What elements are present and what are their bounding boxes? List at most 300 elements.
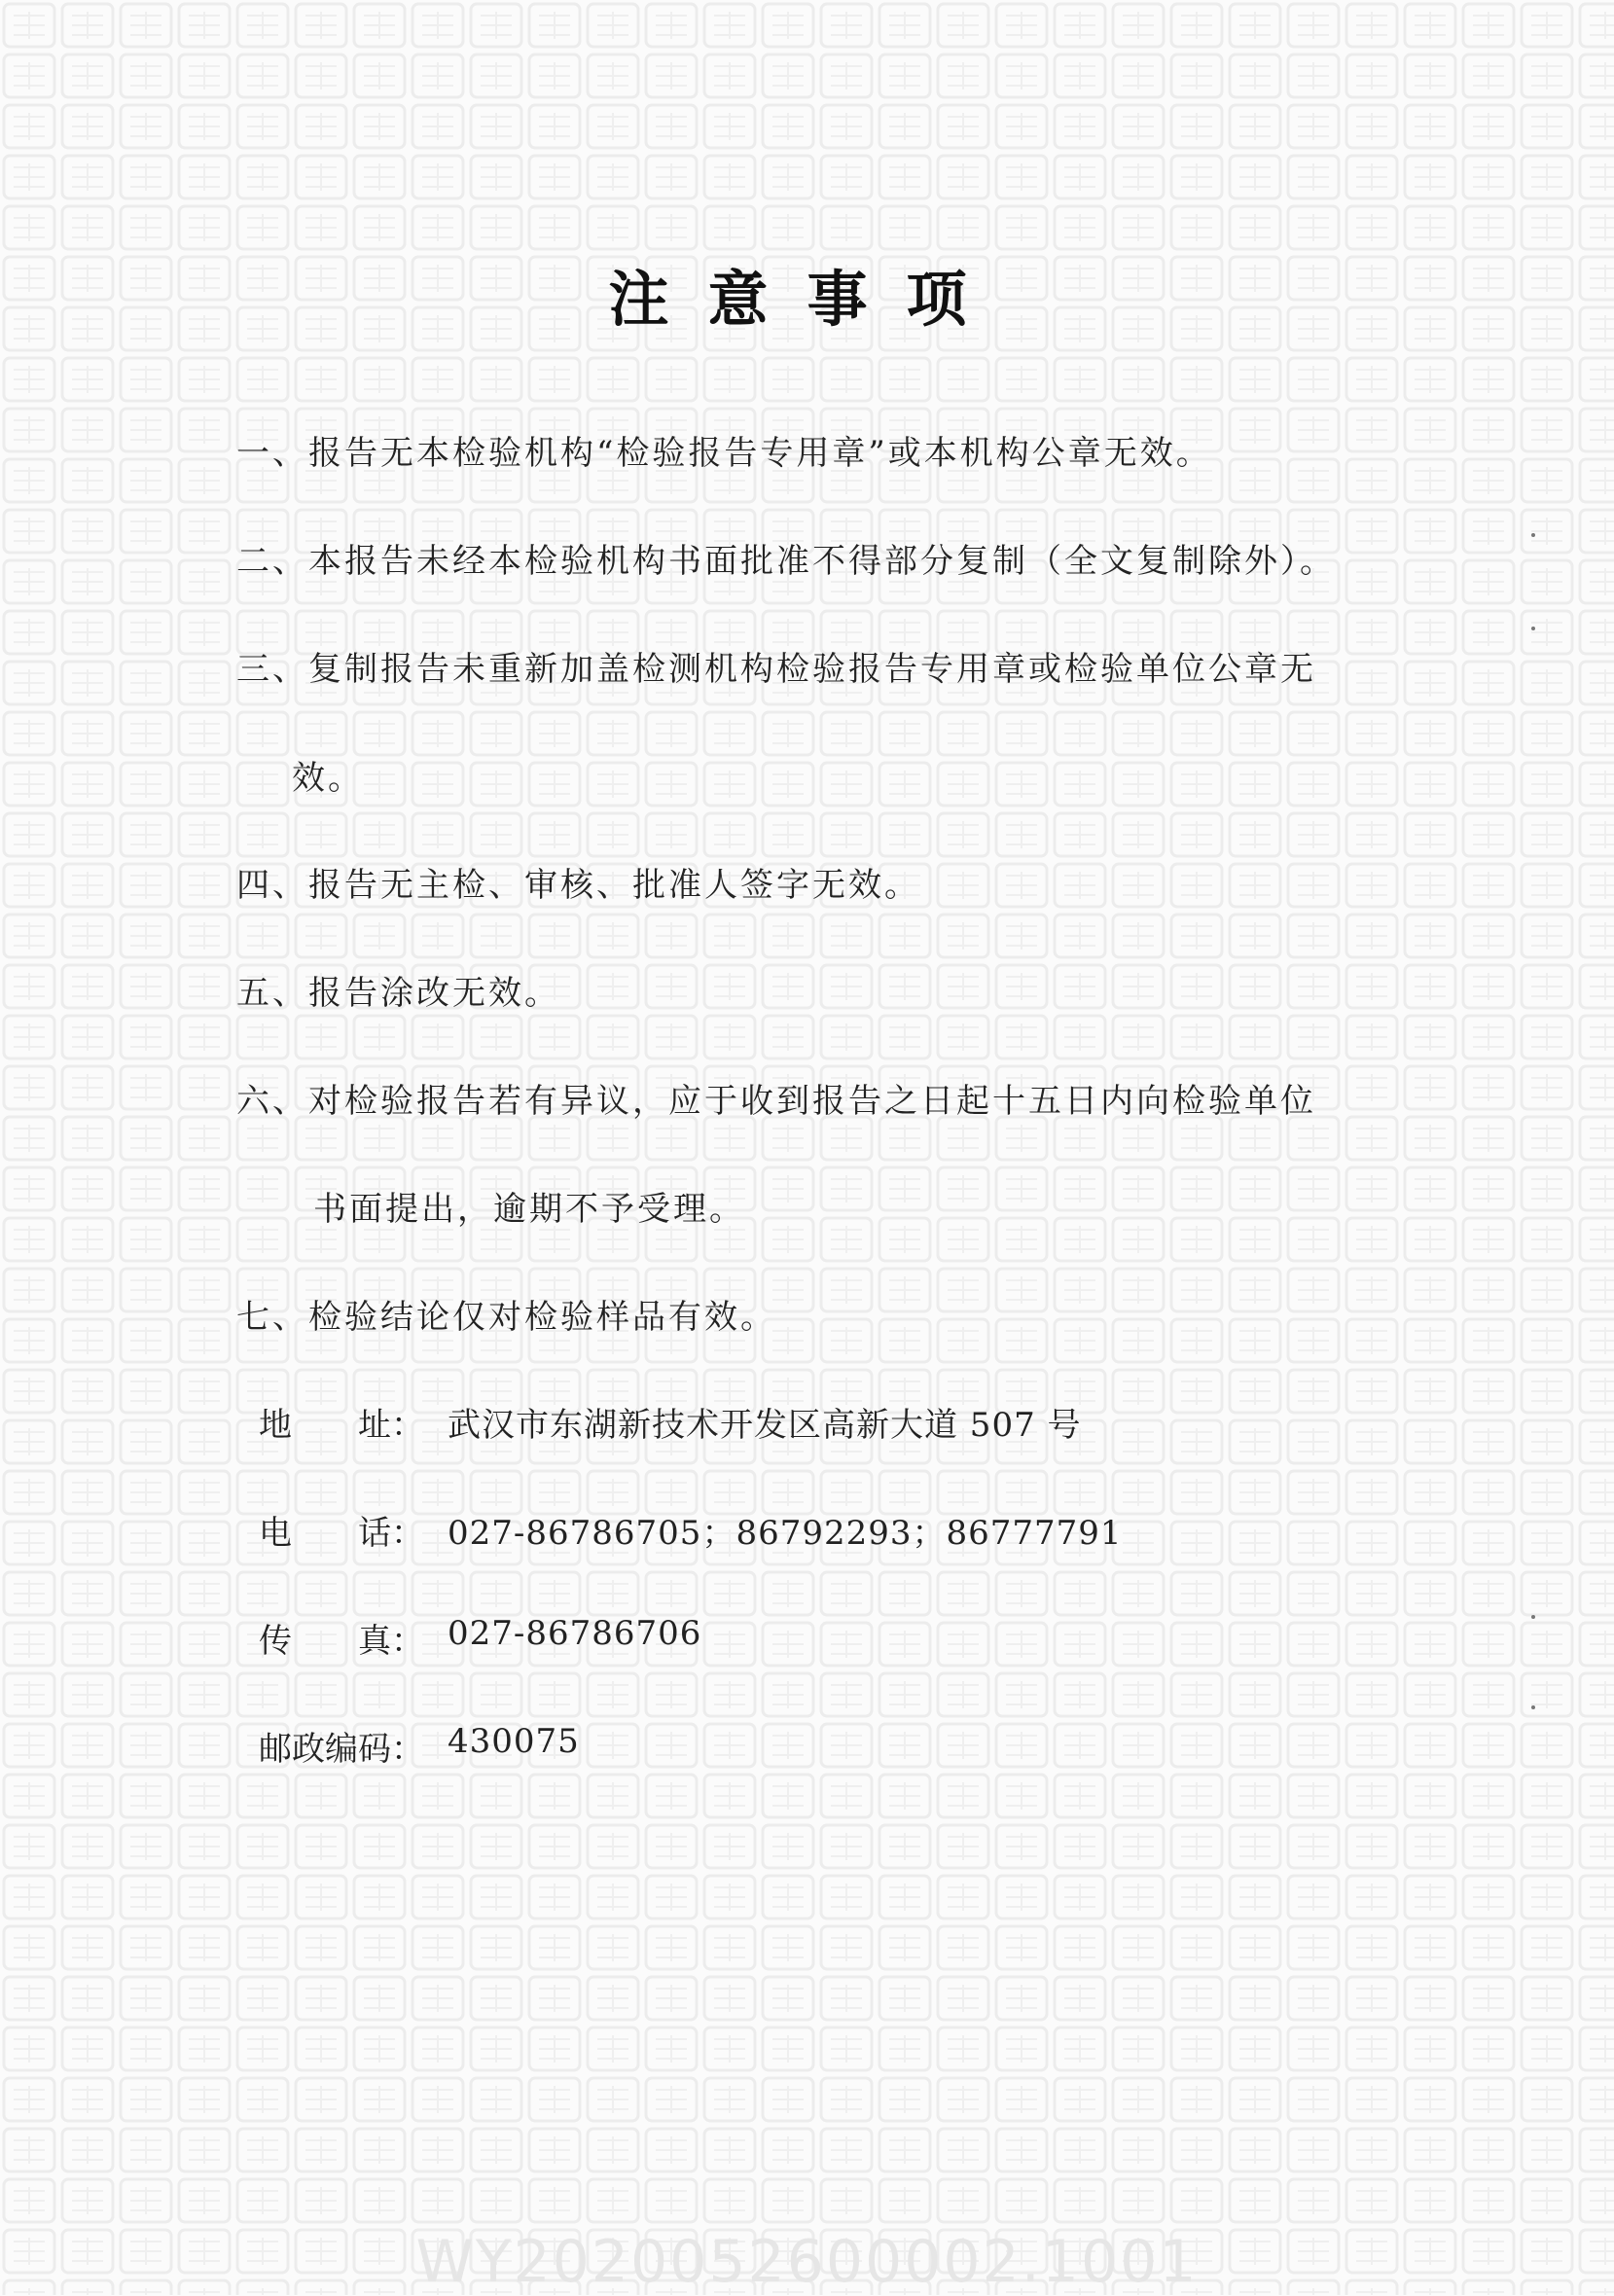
watermark-glyph	[1064, 2035, 1095, 2063]
watermark-cell	[938, 813, 988, 856]
watermark-glyph	[481, 1479, 512, 1506]
watermark-glyph	[1123, 12, 1154, 39]
watermark-cell	[1463, 1926, 1514, 1969]
watermark-cell	[1346, 1673, 1397, 1716]
watermark-cell	[821, 1167, 872, 1210]
watermark-glyph	[14, 1732, 45, 1759]
watermark-glyph	[1298, 771, 1329, 798]
watermark-glyph	[189, 1074, 220, 1101]
watermark-cell	[704, 1572, 755, 1615]
watermark-cell	[1230, 1724, 1280, 1767]
watermark-cell	[1580, 459, 1614, 502]
watermark-cell	[1055, 1876, 1105, 1919]
watermark-glyph	[772, 922, 804, 950]
watermark-glyph	[1415, 12, 1446, 39]
watermark-cell	[588, 156, 638, 198]
watermark-cell	[179, 763, 230, 806]
watermark-cell	[996, 813, 1047, 856]
watermark-glyph	[130, 1479, 161, 1506]
watermark-cell	[1230, 54, 1280, 97]
watermark-glyph	[1415, 2035, 1446, 2063]
watermark-cell	[1463, 156, 1514, 198]
watermark-cell	[996, 1926, 1047, 1969]
watermark-glyph	[889, 1023, 920, 1051]
watermark-cell	[121, 915, 171, 957]
watermark-glyph	[1181, 922, 1212, 950]
watermark-glyph	[14, 1985, 45, 2012]
watermark-glyph	[1356, 2086, 1387, 2113]
watermark-glyph	[422, 1479, 453, 1506]
watermark-glyph	[1239, 163, 1271, 191]
watermark-glyph	[72, 1327, 103, 1354]
watermark-cell	[879, 1016, 930, 1058]
watermark-glyph	[72, 872, 103, 899]
address-label: 地 址：	[259, 1406, 424, 1445]
watermark-glyph	[772, 720, 804, 747]
watermark-glyph	[1356, 973, 1387, 1000]
watermark-glyph	[1473, 973, 1504, 1000]
watermark-glyph	[1415, 2187, 1446, 2214]
watermark-cell	[296, 1825, 346, 1868]
watermark-glyph	[1415, 669, 1446, 697]
watermark-glyph	[948, 872, 979, 899]
watermark-cell	[179, 1117, 230, 1160]
watermark-glyph	[948, 1479, 979, 1506]
watermark-cell	[1522, 358, 1572, 401]
watermark-glyph	[1298, 416, 1329, 444]
watermark-cell	[1288, 2179, 1339, 2222]
watermark-glyph	[1473, 568, 1504, 595]
watermark-glyph	[130, 1428, 161, 1455]
watermark-cell	[1113, 2179, 1164, 2222]
watermark-glyph	[305, 1782, 337, 1810]
watermark-cell	[1580, 2179, 1614, 2222]
watermark-cell	[704, 1016, 755, 1058]
watermark-glyph	[130, 1732, 161, 1759]
watermark-glyph	[1181, 1934, 1212, 1961]
watermark-glyph	[889, 1276, 920, 1304]
watermark-glyph	[597, 922, 628, 950]
watermark-glyph	[1473, 1175, 1504, 1202]
watermark-glyph	[1064, 1631, 1095, 1658]
watermark-glyph	[1590, 568, 1614, 595]
watermark-cell	[1346, 156, 1397, 198]
watermark-glyph	[14, 1276, 45, 1304]
watermark-cell	[62, 1420, 113, 1463]
watermark-cell	[1113, 105, 1164, 148]
watermark-cell	[996, 1673, 1047, 1716]
watermark-cell	[1346, 409, 1397, 451]
watermark-cell	[4, 611, 54, 654]
watermark-cell	[4, 1522, 54, 1564]
watermark-cell	[62, 1269, 113, 1311]
watermark-glyph	[1239, 214, 1271, 241]
watermark-cell	[646, 4, 697, 47]
watermark-glyph	[1415, 771, 1446, 798]
watermark-glyph	[1531, 113, 1562, 140]
watermark-glyph	[364, 1883, 395, 1911]
watermark-glyph	[1123, 973, 1154, 1000]
watermark-cell	[354, 1117, 405, 1160]
watermark-cell	[237, 1977, 288, 2020]
watermark-cell	[704, 1876, 755, 1919]
watermark-glyph	[597, 62, 628, 90]
watermark-glyph	[1531, 12, 1562, 39]
watermark-glyph	[1298, 922, 1329, 950]
watermark-cell	[1405, 1977, 1455, 2020]
watermark-glyph	[656, 821, 687, 848]
watermark-cell	[879, 1269, 930, 1311]
watermark-cell	[471, 206, 521, 249]
watermark-cell	[704, 2027, 755, 2070]
watermark-glyph	[948, 1125, 979, 1152]
watermark-cell	[62, 206, 113, 249]
watermark-glyph	[1181, 973, 1212, 1000]
watermark-cell	[1346, 915, 1397, 957]
watermark-glyph	[597, 771, 628, 798]
watermark-glyph	[1239, 62, 1271, 90]
watermark-glyph	[1531, 973, 1562, 1000]
watermark-cell	[1171, 4, 1222, 47]
watermark-glyph	[1181, 1631, 1212, 1658]
watermark-glyph	[72, 720, 103, 747]
watermark-glyph	[1356, 1883, 1387, 1911]
watermark-glyph	[1473, 1732, 1504, 1759]
phone-label: 电 话：	[259, 1514, 424, 1553]
watermark-cell	[1055, 1269, 1105, 1311]
watermark-glyph	[130, 973, 161, 1000]
watermark-glyph	[772, 1833, 804, 1860]
watermark-glyph	[772, 1175, 804, 1202]
watermark-glyph	[1181, 771, 1212, 798]
watermark-cell	[1113, 1319, 1164, 1362]
watermark-glyph	[1181, 1529, 1212, 1557]
watermark-cell	[296, 1775, 346, 1817]
watermark-cell	[1463, 206, 1514, 249]
watermark-cell	[179, 54, 230, 97]
watermark-glyph	[72, 1023, 103, 1051]
watermark-glyph	[72, 2136, 103, 2164]
watermark-cell	[4, 2078, 54, 2121]
watermark-cell	[354, 358, 405, 401]
watermark-glyph	[1123, 2136, 1154, 2164]
watermark-cell	[938, 965, 988, 1008]
watermark-glyph	[1415, 1378, 1446, 1405]
watermark-glyph	[1298, 1883, 1329, 1911]
watermark-cell	[1463, 560, 1514, 603]
watermark-cell	[938, 4, 988, 47]
watermark-glyph	[189, 922, 220, 950]
watermark-glyph	[1064, 1175, 1095, 1202]
watermark-glyph	[889, 771, 920, 798]
watermark-cell	[296, 156, 346, 198]
watermark-glyph	[1298, 113, 1329, 140]
watermark-cell	[121, 206, 171, 249]
watermark-glyph	[305, 2187, 337, 2214]
watermark-glyph	[1123, 1782, 1154, 1810]
watermark-glyph	[714, 922, 745, 950]
watermark-glyph	[772, 1327, 804, 1354]
watermark-glyph	[189, 1934, 220, 1961]
watermark-glyph	[1473, 922, 1504, 950]
watermark-glyph	[831, 821, 862, 848]
watermark-glyph	[1006, 1985, 1037, 2012]
watermark-glyph	[14, 2187, 45, 2214]
watermark-glyph	[1356, 1934, 1387, 1961]
watermark-glyph	[481, 821, 512, 848]
watermark-cell	[1171, 1016, 1222, 1058]
watermark-glyph	[247, 113, 278, 140]
watermark-cell	[1113, 4, 1164, 47]
watermark-glyph	[539, 1782, 570, 1810]
watermark-glyph	[1064, 366, 1095, 393]
watermark-cell	[996, 1269, 1047, 1311]
watermark-cell	[1171, 864, 1222, 907]
watermark-cell	[471, 1117, 521, 1160]
watermark-glyph	[72, 821, 103, 848]
watermark-glyph	[14, 113, 45, 140]
watermark-cell	[121, 1167, 171, 1210]
watermark-cell	[471, 54, 521, 97]
watermark-glyph	[1356, 1631, 1387, 1658]
watermark-glyph	[948, 1023, 979, 1051]
watermark-glyph	[1473, 1276, 1504, 1304]
watermark-cell	[996, 2027, 1047, 2070]
watermark-glyph	[305, 1226, 337, 1253]
watermark-glyph	[1473, 2187, 1504, 2214]
watermark-glyph	[72, 619, 103, 646]
watermark-glyph	[1298, 872, 1329, 899]
watermark-cell	[62, 1876, 113, 1919]
notice-item-2: 二、本报告未经本检验机构书面批准不得部分复制（全文复制除外）。	[236, 542, 1336, 581]
watermark-glyph	[1239, 12, 1271, 39]
watermark-cell	[821, 1876, 872, 1919]
watermark-glyph	[14, 1327, 45, 1354]
watermark-glyph	[72, 214, 103, 241]
watermark-cell	[646, 1977, 697, 2020]
watermark-cell	[1580, 611, 1614, 654]
watermark-cell	[821, 1926, 872, 1969]
watermark-glyph	[831, 366, 862, 393]
watermark-glyph	[772, 2136, 804, 2164]
watermark-cell	[1463, 1370, 1514, 1413]
watermark-glyph	[656, 973, 687, 1000]
watermark-glyph	[72, 669, 103, 697]
watermark-glyph	[364, 922, 395, 950]
watermark-glyph	[1356, 1428, 1387, 1455]
watermark-glyph	[1356, 1529, 1387, 1557]
watermark-glyph	[481, 62, 512, 90]
watermark-glyph	[422, 1226, 453, 1253]
watermark-glyph	[72, 568, 103, 595]
watermark-glyph	[831, 1023, 862, 1051]
watermark-glyph	[1181, 366, 1212, 393]
watermark-cell	[179, 206, 230, 249]
watermark-glyph	[1473, 1479, 1504, 1506]
watermark-cell	[1230, 2027, 1280, 2070]
watermark-cell	[646, 206, 697, 249]
watermark-glyph	[772, 1782, 804, 1810]
watermark-cell	[704, 1673, 755, 1716]
watermark-cell	[121, 813, 171, 856]
watermark-glyph	[1356, 467, 1387, 494]
scan-speck	[1531, 1705, 1535, 1709]
watermark-cell	[237, 206, 288, 249]
watermark-glyph	[1531, 1327, 1562, 1354]
watermark-glyph	[364, 1023, 395, 1051]
watermark-glyph	[1590, 669, 1614, 697]
watermark-glyph	[1590, 1782, 1614, 1810]
watermark-glyph	[1356, 1378, 1387, 1405]
watermark-cell	[1346, 1269, 1397, 1311]
watermark-glyph	[1298, 1631, 1329, 1658]
watermark-cell	[1171, 1370, 1222, 1413]
watermark-glyph	[1298, 1226, 1329, 1253]
watermark-glyph	[1356, 1074, 1387, 1101]
watermark-glyph	[948, 1175, 979, 1202]
watermark-glyph	[1356, 113, 1387, 140]
watermark-glyph	[1531, 1023, 1562, 1051]
watermark-cell	[179, 1673, 230, 1716]
watermark-glyph	[1006, 821, 1037, 848]
watermark-cell	[1463, 915, 1514, 957]
watermark-cell	[1463, 1572, 1514, 1615]
watermark-glyph	[1239, 1580, 1271, 1607]
watermark-glyph	[1590, 1934, 1614, 1961]
watermark-glyph	[1473, 1428, 1504, 1455]
watermark-glyph	[1590, 416, 1614, 444]
watermark-cell	[938, 915, 988, 957]
watermark-glyph	[1415, 568, 1446, 595]
watermark-glyph	[364, 1833, 395, 1860]
watermark-glyph	[1356, 214, 1387, 241]
watermark-cell	[529, 1977, 580, 2020]
watermark-cell	[646, 1016, 697, 1058]
watermark-glyph	[1531, 922, 1562, 950]
watermark-cell	[121, 1623, 171, 1666]
watermark-cell	[763, 1876, 813, 1919]
watermark-glyph	[72, 1175, 103, 1202]
watermark-cell	[1113, 1167, 1164, 1210]
watermark-cell	[646, 1572, 697, 1615]
watermark-glyph	[1006, 2035, 1037, 2063]
watermark-cell	[938, 156, 988, 198]
watermark-glyph	[1590, 2086, 1614, 2113]
watermark-cell	[1171, 1117, 1222, 1160]
watermark-glyph	[72, 1934, 103, 1961]
watermark-glyph	[1181, 1378, 1212, 1405]
watermark-glyph	[1006, 163, 1037, 191]
watermark-cell	[938, 54, 988, 97]
watermark-glyph	[1239, 1833, 1271, 1860]
watermark-cell	[879, 2179, 930, 2222]
watermark-glyph	[1531, 1782, 1562, 1810]
watermark-glyph	[247, 1985, 278, 2012]
watermark-glyph	[714, 163, 745, 191]
watermark-glyph	[948, 12, 979, 39]
watermark-glyph	[656, 922, 687, 950]
watermark-cell	[121, 1926, 171, 1969]
watermark-glyph	[1590, 518, 1614, 545]
watermark-cell	[121, 2129, 171, 2171]
watermark-cell	[1346, 1420, 1397, 1463]
watermark-cell	[879, 763, 930, 806]
watermark-cell	[938, 1572, 988, 1615]
watermark-cell	[1055, 358, 1105, 401]
watermark-cell	[1346, 2027, 1397, 2070]
watermark-cell	[471, 358, 521, 401]
watermark-glyph	[539, 1125, 570, 1152]
watermark-glyph	[1415, 1732, 1446, 1759]
watermark-cell	[1405, 105, 1455, 148]
watermark-glyph	[1064, 1276, 1095, 1304]
watermark-glyph	[130, 1631, 161, 1658]
watermark-glyph	[1415, 1782, 1446, 1810]
watermark-cell	[1113, 1876, 1164, 1919]
watermark-cell	[1171, 1724, 1222, 1767]
watermark-cell	[1580, 1825, 1614, 1868]
watermark-cell	[1463, 4, 1514, 47]
watermark-glyph	[130, 872, 161, 899]
watermark-glyph	[481, 366, 512, 393]
watermark-glyph	[14, 2086, 45, 2113]
watermark-cell	[296, 915, 346, 957]
watermark-glyph	[14, 1125, 45, 1152]
watermark-cell	[62, 611, 113, 654]
watermark-cell	[821, 2027, 872, 2070]
watermark-cell	[4, 1926, 54, 1969]
watermark-glyph	[1531, 1631, 1562, 1658]
watermark-glyph	[14, 973, 45, 1000]
watermark-glyph	[422, 771, 453, 798]
watermark-cell	[938, 1724, 988, 1767]
watermark-cell	[938, 1825, 988, 1868]
watermark-glyph	[481, 922, 512, 950]
watermark-cell	[1230, 1370, 1280, 1413]
watermark-cell	[1522, 1370, 1572, 1413]
watermark-cell	[879, 206, 930, 249]
page-title: 注意事项	[608, 264, 1006, 335]
watermark-cell	[1055, 1724, 1105, 1767]
watermark-cell	[1171, 1167, 1222, 1210]
watermark-cell	[1171, 1471, 1222, 1514]
watermark-cell	[938, 864, 988, 907]
watermark-cell	[1522, 156, 1572, 198]
watermark-glyph	[1239, 1883, 1271, 1911]
watermark-cell	[1171, 156, 1222, 198]
watermark-cell	[1055, 54, 1105, 97]
watermark-glyph	[1473, 416, 1504, 444]
watermark-glyph	[1531, 1276, 1562, 1304]
watermark-cell	[1288, 1673, 1339, 1716]
watermark-cell	[588, 2078, 638, 2121]
watermark-glyph	[772, 1276, 804, 1304]
watermark-glyph	[772, 973, 804, 1000]
watermark-glyph	[1590, 214, 1614, 241]
watermark-cell	[296, 2078, 346, 2121]
watermark-glyph	[422, 1833, 453, 1860]
watermark-glyph	[1531, 1833, 1562, 1860]
watermark-glyph	[1531, 2035, 1562, 2063]
watermark-cell	[179, 2078, 230, 2121]
watermark-glyph	[422, 1023, 453, 1051]
watermark-glyph	[189, 1681, 220, 1708]
watermark-glyph	[1590, 1125, 1614, 1152]
watermark-cell	[296, 206, 346, 249]
watermark-glyph	[1006, 1631, 1037, 1658]
watermark-glyph	[597, 113, 628, 140]
watermark-cell	[471, 1876, 521, 1919]
